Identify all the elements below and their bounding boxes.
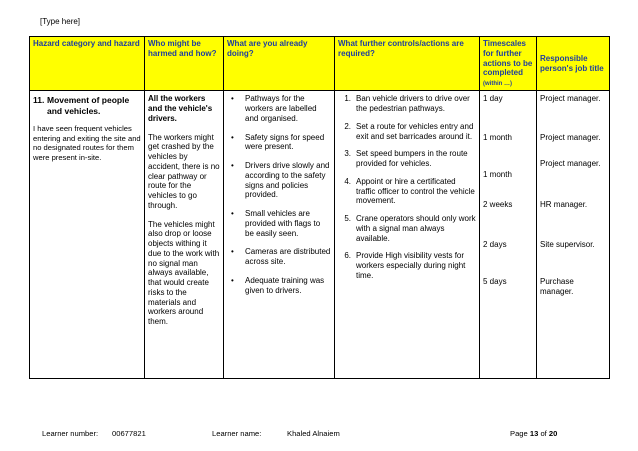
footer-learner-name: Khaled Alnaiem (287, 429, 340, 438)
table-row (30, 91, 610, 379)
header-controls: What further controls/actions are required? (335, 37, 480, 91)
list-item (338, 149, 476, 169)
timescale-value: 1 month (483, 170, 512, 180)
header-responsible: Responsible person's job title (537, 37, 610, 91)
cell-timescales (480, 91, 537, 379)
responsible-value: Site supervisor. (540, 240, 595, 250)
control-number: 5. (344, 214, 351, 224)
list-item (338, 214, 476, 243)
hazard-description: I have seen frequent vehicles entering and exiting the site and no designated routes for them were present in-site. (33, 124, 141, 163)
list-item: • Small vehicles are provided with flags to be easily seen. (227, 209, 331, 238)
list-item: • Adequate training was given to drivers. (227, 276, 331, 296)
already-doing-list (227, 94, 331, 295)
responsible-value: HR manager. (540, 200, 588, 210)
timescale-value: 1 month (483, 133, 512, 143)
control-number: 4. (344, 176, 351, 186)
header-timescales (480, 37, 537, 91)
control-text: Set speed bumpers in the route provided for vehicles. (356, 149, 468, 169)
footer-learner-name-label: Learner name: (212, 429, 262, 438)
footer-page-total: 20 (548, 429, 558, 438)
header-timescales-sub: (within …) (483, 81, 512, 87)
list-item (338, 251, 476, 280)
list-item (338, 122, 476, 142)
responsible-value: Project manager. (540, 133, 601, 143)
footer-page-of: of (540, 429, 547, 438)
risk-assessment-table (29, 36, 610, 379)
timescale-value: 5 days (483, 277, 507, 287)
list-item: • Drivers drive slowly and according to the safety signs and policies provided. (227, 161, 331, 200)
table-header-row (30, 37, 610, 91)
header-timescales-label: Timescales for further actions to be completed (483, 39, 533, 78)
footer-page-current: 13 (529, 429, 539, 438)
list-item (338, 177, 476, 206)
responsible-value: Purchase manager. (540, 277, 574, 297)
control-text: Set a route for vehicles entry and exit and set barricades around it. (356, 121, 474, 141)
control-number: 6. (344, 251, 351, 261)
header-already-doing: What are you already doing? (224, 37, 335, 91)
hazard-title-text: Movement of people and vehicles. (47, 95, 130, 116)
control-number: 1. (344, 94, 351, 104)
list-item (338, 94, 476, 114)
responsible-value: Project manager. (540, 159, 601, 169)
cell-who (145, 91, 224, 379)
who-title: All the workers and the vehicle's drivers. (148, 94, 213, 123)
control-text: Crane operators should only work with a signal man always available. (356, 214, 476, 243)
control-number: 2. (344, 121, 351, 131)
control-number: 3. (344, 149, 351, 159)
footer-learner-number: 00677821 (112, 429, 146, 438)
timescale-value: 2 days (483, 240, 507, 250)
list-item: • Pathways for the workers are labelled and organised. (227, 94, 331, 123)
who-paragraph-2: The vehicles might also drop or loose objects withing it due to the work with no signal man always available, that would create risks to the materials and workers around them. (148, 219, 220, 327)
footer-page-label: Page (510, 429, 528, 438)
list-item: • Cameras are distributed across site. (227, 247, 331, 267)
cell-controls (335, 91, 480, 379)
page-header: [Type here] (40, 17, 81, 26)
footer-page-number (510, 429, 557, 438)
control-text: Appoint or hire a certificated traffic officer to control the vehicle movement. (356, 176, 475, 206)
hazard-number: 11. (33, 95, 45, 106)
controls-list (338, 94, 476, 280)
timescale-value: 2 weeks (483, 200, 513, 210)
timescale-value: 1 day (483, 94, 503, 104)
header-who: Who might be harmed and how? (145, 37, 224, 91)
list-item: • Safety signs for speed were present. (227, 133, 331, 153)
header-hazard: Hazard category and hazard (30, 37, 145, 91)
footer-learner-number-label: Learner number: (42, 429, 99, 438)
cell-responsible (537, 91, 610, 379)
control-text: Ban vehicle drivers to drive over the pedestrian pathways. (356, 94, 470, 114)
hazard-title (33, 95, 141, 116)
who-paragraph-1: The workers might get crashed by the vehicles by accident, there is no clear pathway or route for the vehicles to go through. (148, 132, 220, 210)
cell-hazard (30, 91, 145, 379)
cell-already-doing (224, 91, 335, 379)
control-text: Provide High visibility vests for workers especially during night time. (356, 251, 466, 280)
responsible-value: Project manager. (540, 94, 601, 104)
